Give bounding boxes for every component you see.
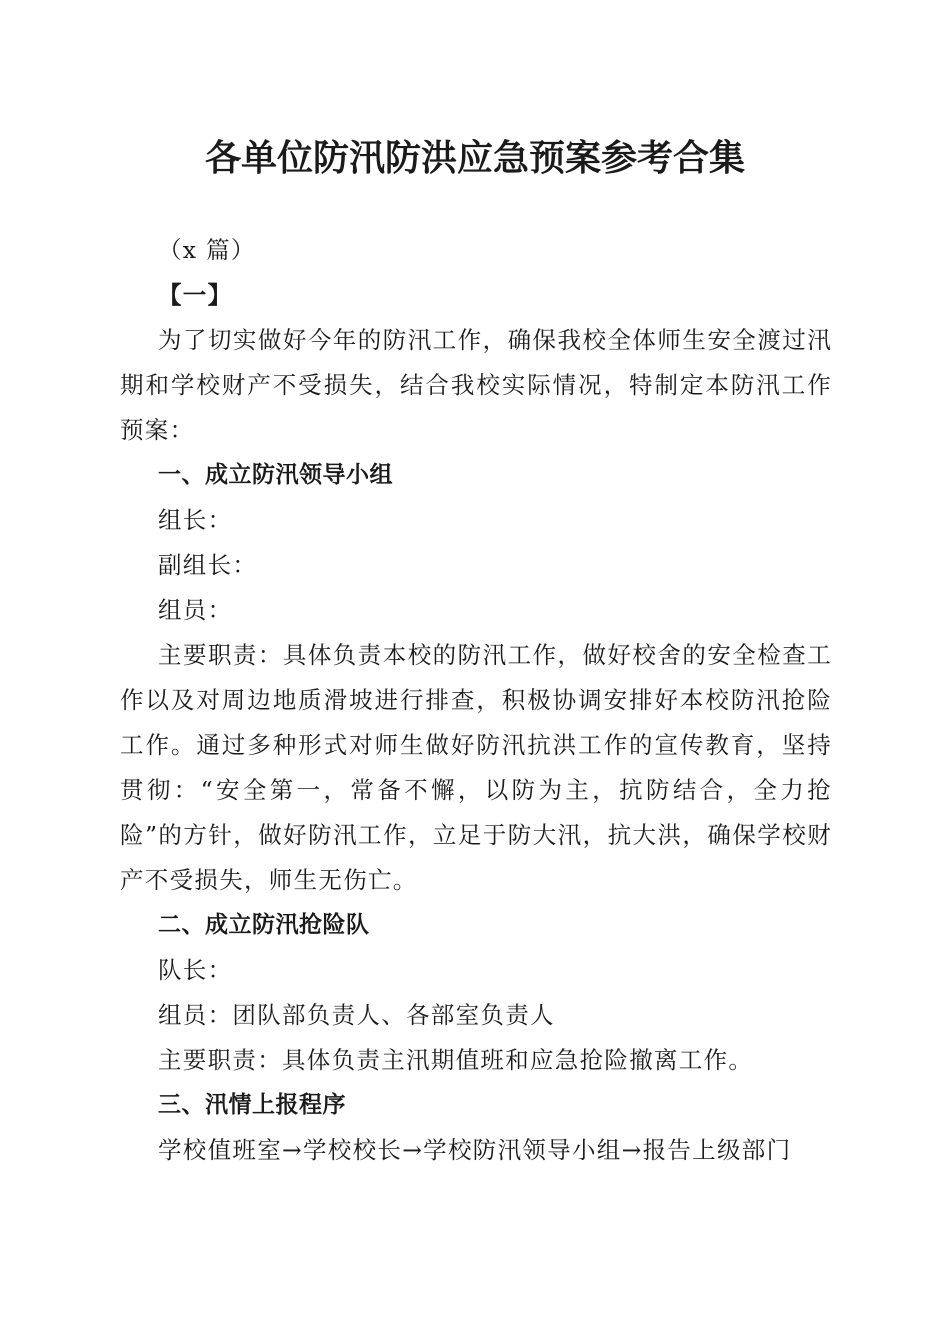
team-members-line: 组员：团队部负责人、各部室负责人 — [158, 1001, 555, 1029]
intro-paragraph: 为了切实做好今年的防汛工作，确保我校全体师生安全渡过汛期和学校财产不受损失，结合我校实际情况，特制定本防汛工作预案： — [120, 326, 832, 444]
section-heading-1: 一、成立防汛领导小组 — [158, 462, 393, 488]
section-marker: 【一】 — [158, 281, 233, 309]
duty-paragraph-2: 主要职责：具体负责主汛期值班和应急抢险撤离工作。 — [158, 1046, 754, 1074]
page-title: 各单位防汛防洪应急预案参考合集 — [204, 138, 745, 179]
duty-paragraph-1: 主要职责：具体负责本校的防汛工作，做好校舍的安全检查工作以及对周边地质滑坡进行排查，积极协调安排好本校防汛抢险工作。通过多种形式对师生做好防汛抗洪工作的宣传教育，坚持贯彻：“安全第一，常备不懈，以防为主，抗防结合，全力抢险”的方针，做好防汛工作，立足于防大汛，抗大洪，确保学校财产不受损失，师生无伤亡。 — [120, 641, 832, 894]
section-heading-2: 二、成立防汛抢险队 — [158, 912, 370, 938]
deputy-leader-line: 副组长： — [158, 551, 258, 579]
captain-line: 队长： — [158, 956, 233, 984]
document-body — [120, 228, 832, 1173]
members-line: 组员： — [158, 596, 233, 624]
section-heading-3: 三、汛情上报程序 — [158, 1092, 346, 1118]
count-note: （x 篇） — [158, 236, 256, 264]
leader-line: 组长： — [158, 506, 233, 534]
report-flow-line: 学校值班室→学校校长→学校防汛领导小组→报告上级部门 — [158, 1136, 792, 1164]
